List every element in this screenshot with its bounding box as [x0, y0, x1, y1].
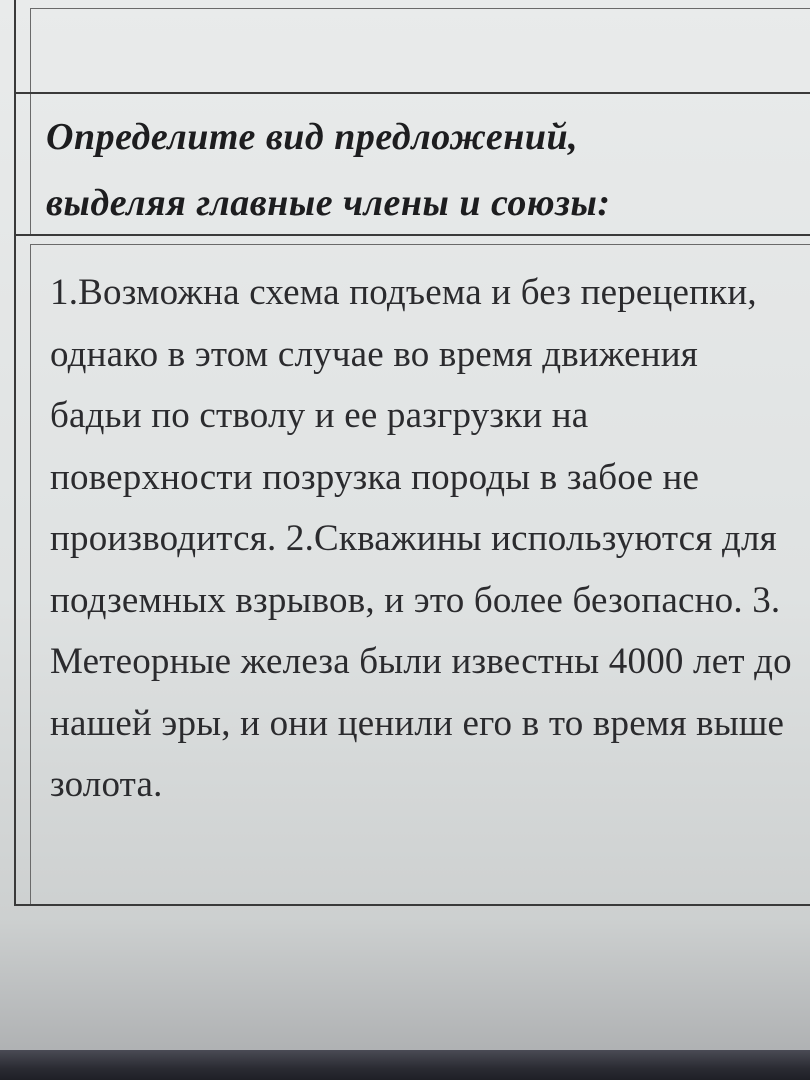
- table-inner-border: [30, 8, 810, 92]
- monitor-bezel: [0, 1050, 810, 1080]
- sentence-2: 2.Скважины используются для подземных взрывов, и это более безопасно.: [50, 518, 777, 621]
- task-heading-line-2: выделяя главные члены и союзы:: [46, 182, 611, 224]
- sentence-1: 1.Возможна схема подъема и без перецепки, однако в этом случае во время движения бадьи по стволу и ее разгрузки на поверхности позрузка породы в забое не производится.: [50, 272, 757, 559]
- task-heading-line-1: Определите вид предложений,: [46, 116, 579, 158]
- table-top-empty-row: [14, 0, 810, 94]
- table-header-row: [14, 94, 810, 236]
- sentences-text: [50, 262, 795, 816]
- sentence-3: 3. Метеорные железа были известны 4000 лет до нашей эры, и они ценили его в то время выше золота.: [50, 579, 792, 805]
- task-table: [14, 0, 810, 906]
- table-body-row: [14, 236, 810, 906]
- task-heading: [46, 104, 786, 236]
